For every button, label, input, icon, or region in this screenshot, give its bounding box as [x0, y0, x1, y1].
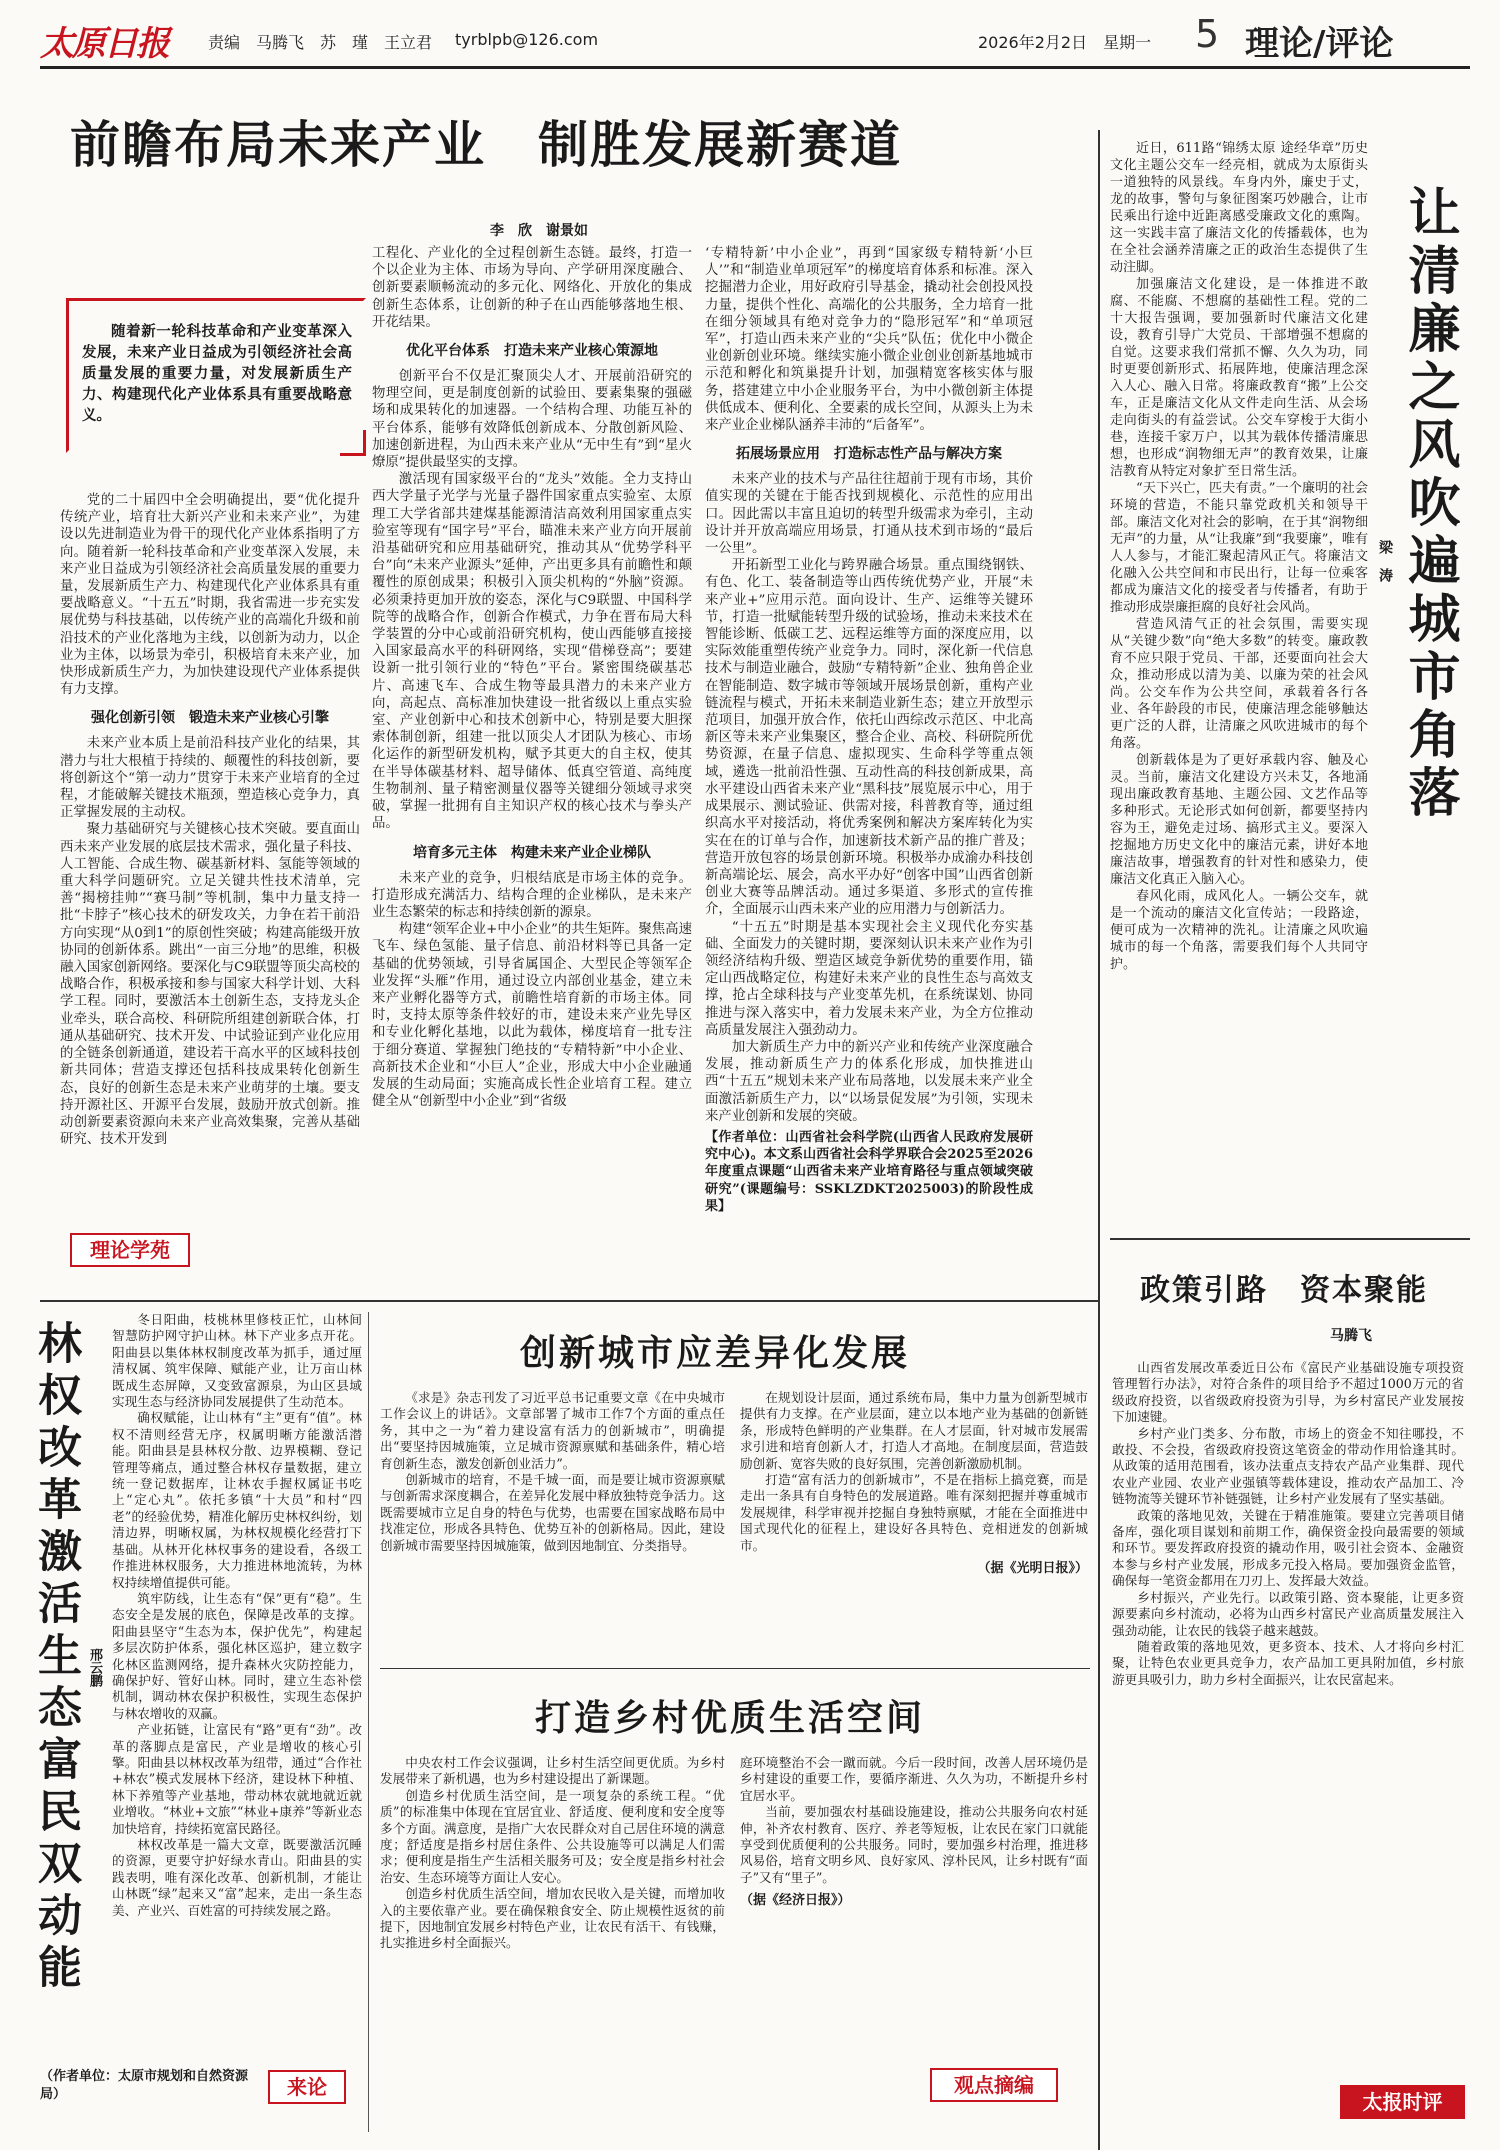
city-source: （据《光明日报》） — [977, 1561, 1088, 1577]
bottom-section-rule — [40, 1300, 1098, 1302]
city-title: 创新城市应差异化发展 — [520, 1333, 911, 1374]
main-subhead-4: 拓展场景应用 打造标志性产品与解决方案 — [736, 446, 1002, 463]
policy-para: 政策的落地见效，关键在于精准施策。要建立完善项目储备库，强化项目谋划和前期工作，确保资金投向最需要的领域和环节。要发挥政府投资的撬动作用，吸引社会资本、金融资本参与乡村产业发展，形成多元投入格局。要加强资金监管，确保每一笔资金都用在刀刃上、发挥最大效益。 — [1112, 1507, 1464, 1589]
section-tag-label: 观点摘编 — [954, 2073, 1034, 2097]
rural-para: 庭环境整治不会一蹴而就。今后一段时间，改善人居环境仍是乡村建设的重要工作，要循序渐进、久久为功，不断提升乡村宜居水平。 — [740, 1755, 1088, 1803]
main-col2-para: 未来产业的竞争，归根结底是市场主体的竞争。打造形成充满活力、结构合理的企业梯队，是未来产业生态繁荣的标志和持续创新的源泉。 — [372, 870, 692, 920]
main-col-2 — [372, 245, 692, 1295]
city-para: 创新城市的培育，不是千城一面，而是要让城市资源禀赋与创新需求深度耦合，在差异化发展中释放独特竞争活力。这既需要城市立足自身的特色与优势，也需要在国家战略布局中找准定位，形成各具特色、优势互补的创新格局。因此，建设创新城市需要坚持因城施策，做到因地制宜、分类指导。 — [380, 1472, 725, 1553]
main-author: 李 欣 谢景如 — [490, 223, 588, 239]
policy-para: 乡村产业门类多、分布散，市场上的资金不知往哪投，不敢投、不会投，省级政府投资这笔资金的带动作用恰逢其时。从政策的适用范围看，该办法重点支持农产品产业集群、现代农业产业园、农业产业强镇等载体建设，推动农产品加工、冷链物流等关键环节补链强链，让乡村产业发展有了坚实基础。 — [1112, 1425, 1464, 1507]
commentary-para: 近日，611路“锦绣太原 途经华章”历史文化主题公交车一经亮相，就成为太原街头一道独特的风景线。车身内外，廉史于丈，龙的故事，警句与象征图案巧妙融合，让市民乘出行途中近距离感受廉政文化的熏陶。这一实践丰富了廉洁文化的传播载体，也为在全社会涵养清廉之正的政治生态提供了生动注脚。 — [1110, 141, 1368, 275]
city-article-left — [380, 1390, 725, 1655]
main-col-3 — [705, 245, 1033, 1295]
rural-source: （据《经济日报》） — [740, 1893, 851, 1909]
forest-para: 产业拓链，让富民有“路”更有“劲”。改革的落脚点是富民，产业是增收的核心引擎。阳曲县以林权改革为纽带，通过“合作社+林农”模式发展林下经济，建设林下种植、林下养殖等产业基地，带动林农就地就近就业增收。“林业+文旅”“林业+康养”等新业态加快培育，持续拓宽富民路径。 — [112, 1722, 362, 1836]
forest-para: 筑牢防线，让生态有“保”更有“稳”。生态安全是发展的底色，保障是改革的支撑。阳曲县坚守“生态为本，保护优先”，构建起多层次防护体系，强化林区巡护，建立数字化林区监测网络，提升森林火灾防控能力，确保护好、管好山林。同时，建立生态补偿机制，调动林农保护积极性，实现生态保护与林农增收的双赢。 — [112, 1590, 362, 1721]
forest-para: 冬日阳曲，枝桃林里修枝正忙，山林间智慧防护网守护山林。林下产业多点开花。阳曲县以集体林权制度改革为抓手，通过厘清权属、筑牢保障、赋能产业，让万亩山林既成生态屏障，又变致富源泉，为山区县域实现生态与经济协同发展提供了生动范本。 — [112, 1312, 362, 1410]
main-subhead-2: 优化平台体系 打造未来产业核心策源地 — [406, 343, 658, 360]
commentary-para: 创新载体是为了更好承载内容、触及心灵。当前，廉洁文化建设方兴未艾，各地涌现出廉政教育基地、主题公园、文艺作品等多种形式。无论形式如何创新，都要坚持内容为王，避免走过场、搞形式主义。要深入挖掘地方历史文化中的廉洁元素，讲好本地廉洁故事，增强教育的针对性和感染力，使廉洁文化真正入脑入心。 — [1110, 753, 1368, 887]
main-credit: 【作者单位：山西省社会科学院(山西省人民政府发展研究中心)。本文系山西省社会科学界联合会2025至2026年度重点课题“山西省未来产业培育路径与重点领域突破研究”(课题编号：SSKLZDKT2025003)的阶段性成果】 — [705, 1129, 1033, 1214]
bottom-left-rule — [368, 1312, 369, 2132]
contact-email[interactable]: tyrblpb@126.com — [455, 30, 599, 49]
abstract-box-corner — [340, 430, 366, 456]
commentary-para: 加强廉洁文化建设，是一体推进不敢腐、不能腐、不想腐的基础性工程。党的二十大报告强调，要加强新时代廉洁文化建设，教育引导广大党员、干部增强不想腐的自觉。这要求我们常抓不懈、久久为功，同时更要创新形式、拓展阵地，使廉洁理念深入人心、融入日常。将廉政教育“搬”上公交车，正是廉洁文化从文件走向生活、从会场走向街头的有益尝试。公交车穿梭于大街小巷，连接千家万户，以其为载体传播清廉思想，也形成“润物细无声”的教育效果，让廉洁教育从特定对象扩至日常生活。 — [1110, 277, 1368, 479]
newspaper-logo: 太原日报 — [40, 24, 168, 64]
forest-title: 林权改革激活生态富民双动能 — [30, 1320, 81, 1996]
commentary-para: “天下兴亡，匹夫有责。”一个廉明的社会环境的营造，不能只靠党政机关和领导干部。廉洁文化对社会的影响，在于其“润物细无声”的力量，从“让我廉”到“我要廉”，唯有人人参与，才能汇聚起清风正气。将廉洁文化融入公共空间和市民出行，让每一位乘客都成为廉洁文化的接受者与传播者，有助于推动形成崇廉拒腐的良好社会风尚。 — [1110, 481, 1368, 615]
commentary-author: 梁 涛 — [1377, 540, 1393, 582]
policy-title: 政策引路 资本聚能 — [1140, 1273, 1428, 1308]
main-col-1 — [60, 492, 360, 1227]
right-commentary — [1110, 140, 1368, 1230]
policy-author: 马腾飞 — [1330, 1328, 1372, 1344]
forest-credit: （作者单位：太原市规划和自然资源局） — [40, 2069, 249, 2102]
commentary-title: 让清廉之风吹遍城市角落 — [1399, 185, 1460, 823]
page-number: 5 — [1195, 12, 1220, 56]
rural-article-left — [380, 1755, 725, 2135]
section-title: 理论/评论 — [1245, 24, 1394, 64]
section-tag-label: 来论 — [287, 2075, 327, 2099]
main-col2-para: 工程化、产业化的全过程创新生态链。最终，打造一个以企业为主体、市场为导向、产学研用深度融合、创新要素顺畅流动的多元化、网络化、开放化的集成创新生态体系，让创新的种子在山西能够落地生根、开花结果。 — [372, 246, 692, 330]
commentary-para: 营造风清气正的社会氛围，需要实现从“关键少数”向“绝大多数”的转变。廉政教育不应只限于党员、干部，还要面向社会大众，推动形成以清为美、以廉为荣的社会风尚。公交车作为公共空间，承载着各行各业、各年龄段的市民，使廉洁理念能够触达更广泛的人群，让清廉之风吹进城市的每个角落。 — [1110, 617, 1368, 751]
main-col1-para: 聚力基础研究与关键核心技术突破。要直面山西未来产业发展的底层技术需求，强化量子科技、人工智能、合成生物、碳基新材料、氢能等领域的重大科学问题研究。立足关键共性技术清单，完善“揭榜挂帅”“赛马制”等机制，集中力量支持一批“卡脖子”核心技术的研发攻关，力争在若干前沿方向实现“从0到1”的原创性突破；构建高能级开放协同的创新体系。跳出“一亩三分地”的思维，积极融入国家创新网络。要深化与C9联盟等顶尖高校的战略合作，积极承接和参与国家大科学计划、大科学工程。同时，要激活本土创新生态，支持龙头企业牵头，联合高校、科研院所组建创新联合体，打通从基础研究、技术开发、中试验证到产业化应用的全链条创新通道，建设若干高水平的区域科技创新共同体；营造支撑还包括科技成果转化创新生态，良好的创新生态是未来产业萌芽的土壤。要支持开源社区、开源平台发展，鼓励开放式创新。推动创新要素资源向未来产业高效集聚，完善从基础研究、技术开发到 — [60, 822, 360, 1148]
section-tag-label: 太报时评 — [1362, 2090, 1443, 2114]
main-subhead-3: 培育多元主体 构建未来产业企业梯队 — [413, 844, 651, 861]
main-col3-para: 加大新质生产力中的新兴产业和传统产业深度融合发展，推动新质生产力的体系化形成，加快推进山西“十五五”规划未来产业布局落地，以发展未来产业全面激活新质生产力，以“以场景促发展”为引领，实现未来产业创新和发展的突破。 — [705, 1039, 1033, 1124]
rural-para: 创造乡村优质生活空间，增加农民收入是关键，而增加收入的主要依靠产业。要在确保粮食安全、防止规模性返贫的前提下，因地制宜发展乡村特色产业，让农民有活干、有钱赚，扎实推进乡村全面振兴。 — [380, 1886, 725, 1951]
forest-para: 确权赋能，让山林有“主”更有“值”。林权不清则经营无序，权属明晰方能激活潜能。阳曲县是县林权分散、边界模糊、登记管理等痛点，通过整合林权存量数据，建立统一登记数据库，让林农手握权属证书吃上“定心丸”。依托多镇“十大员”和村“四老”的经验优势，精准化解历史林权纠纷，划清边界，明晰权属，为林权规模化经营打下基础。从林开化林权事务的建设看，各级工作推进林权服务，大力推进林地流转，为林权持续增值提供可能。 — [112, 1410, 362, 1590]
right-bottom-rule — [1110, 1238, 1470, 1240]
main-col3-para: ‘专精特新’中小企业”，再到“国家级专精特新‘小巨人’”和“制造业单项冠军”的梯度培育体系和标准。深入挖掘潜力企业，用好政府引导基金，撬动社会创投风投力量，提供个性化、高端化的公共服务，全力培育一批在细分领域具有绝对竞争力的“隐形冠军”和“单项冠军”，打造山西未来产业的“尖兵”队伍；优化中小微企业创新创业环境。继续实施小微企业创业创新基地城市示范和孵化和筑巢提升计划，加强精宽客核实体与服务，搭建建立中小企业服务平台，为中小微创新主体提供低成本、便利化、全要素的成长空间，从源头上为未来产业企业梯队涵养丰沛的“后备军”。 — [705, 246, 1033, 434]
main-subhead-1: 强化创新引领 锻造未来产业核心引擎 — [91, 710, 329, 727]
commentary-para: 春风化雨，成风化人。一辆公交车，就是一个流动的廉洁文化宣传站；一段路途，便可成为一次精神的洗礼。让清廉之风吹遍城市的每一个角落，需要我们每个人共同守护。 — [1110, 889, 1368, 972]
main-col1-para: 党的二十届四中全会明确提出，要“优化提升传统产业，培育壮大新兴产业和未来产业”，为建设以先进制造业为骨干的现代化产业体系指明了方向。随着新一轮科技革命和产业变革深入发展，未来产业日益成为引领经济社会高质量发展的重要力量，发展新质生产力、构建现代化产业体系具有重要战略意义。“十五五”时期，我省需进一步充实发展优势与科技基础，以传统产业的高端化升级和前沿技术的产业化落地为主线，以创新为动力，以企业为主体，以场景为牵引，积极培育未来产业，加快形成新质生产力，为加快建设现代产业体系提供有力支撑。 — [60, 493, 360, 698]
city-para: 在规划设计层面，通过系统布局，集中力量为创新型城市提供有力支撑。在产业层面，建立以本地产业为基础的创新链条，形成特色鲜明的产业集群。在人才层面，针对城市发展需求引进和培育创新人才，打造人才高地。在制度层面，营造鼓励创新、宽容失败的良好氛围，完善创新激励机制。 — [740, 1390, 1088, 1471]
main-col3-para: “十五五”时期是基本实现社会主义现代化夯实基础、全面发力的关键时期，要深刻认识未来产业作为引领经济结构升级、塑造区域竞争新优势的重要作用，锚定山西战略定位，构建好未来产业的良性生态与高效支撑，抢占全球科技与产业变革先机，在系统谋划、协同推进与深入落实中，着力发展未来产业，为全方位推动高质量发展注入强劲动力。 — [705, 919, 1033, 1038]
policy-para: 山西省发展改革委近日公布《富民产业基础设施专项投资管理暂行办法》，对符合条件的项目给予不超过1000万元的省级政府投资，以省级政府投资为引导，为乡村富民产业发展按下加速键。 — [1112, 1360, 1464, 1425]
main-title: 前瞻布局未来产业 制胜发展新赛道 — [70, 116, 902, 174]
main-col2-para: 构建“领军企业+中小企业”的共生矩阵。聚焦高速飞车、绿色氢能、量子信息、前沿材料等已具备一定基础的优势领域，引导省属国企、大型民企等领军企业发挥“头雁”作用，通过设立内部创业基金，建立未来产业孵化器等方式，前瞻性培育新的市场主体。同时，支持太原等条件较好的市，建设未来产业先导区和专业化孵化基地，以此为载体，梯度培育一批专注于细分赛道、掌握独门绝技的“专精特新”中小企业、高新技术企业和“小巨人”企业，形成大中小企业融通发展的生动局面；实施高成长性企业培育工程。建立健全从“创新型中小企业”到“省级 — [372, 922, 692, 1110]
forest-author: 邢云鹏 — [87, 1648, 102, 1687]
mid-rule — [380, 1668, 1090, 1669]
rural-article-right — [740, 1755, 1088, 2055]
main-col1-para: 未来产业本质上是前沿科技产业化的结果，其潜力与壮大根植于持续的、颠覆性的科技创新，要将创新这个“第一动力”贯穿于未来产业培育的全过程，才能破解关键技术瓶颈，塑造核心竞争力，真正掌握发展的主动权。 — [60, 736, 360, 821]
section-tag-taibao — [1340, 2085, 1465, 2119]
masthead-rule — [40, 66, 1470, 69]
rural-para: 创造乡村优质生活空间，是一项复杂的系统工程。“优质”的标准集中体现在宜居宜业、舒适度、便利度和安全度等多个方面。满意度，是指广大农民群众对自己居住环境的满意度；舒适度是指乡村居住条件、公共设施等可以满足人们需求；便利度是指生产生活相关服务可及；安全度是指乡村社会治安、生态环境等方面让人安心。 — [380, 1787, 725, 1885]
masthead — [40, 14, 1470, 68]
city-para: 打造“富有活力的创新城市”，不是在指标上搞竞赛，而是走出一条具有自身特色的发展道路。唯有深刻把握并尊重城市发展规律，科学审视并挖掘自身独特禀赋，才能在全面推进中国式现代化的征程上，建设好各具特色、竞相迸发的创新城市。 — [740, 1472, 1088, 1553]
main-col2-para: 创新平台不仅是汇聚顶尖人才、开展前沿研究的物理空间，更是制度创新的试验田、要素集聚的强磁场和成果转化的加速器。一个结构合理、功能互补的平台体系，能够有效降低创新成本、分散创新风险、加速创新进程，为山西未来产业从“无中生有”到“星火燎原”提供最坚实的支撑。 — [372, 369, 692, 471]
section-tag-label: 理论学苑 — [90, 1238, 170, 1262]
forest-article — [112, 1312, 362, 2132]
city-para: 《求是》杂志刊发了习近平总书记重要文章《在中央城市工作会议上的讲话》。文章部署了城市工作7个方面的重点任务，其中之一为“着力建设富有活力的创新城市”，明确提出“要坚持因城施策，立足城市资源禀赋和基础条件，精心培育创新生态，激发创新创业活力”。 — [380, 1390, 725, 1471]
main-col3-para: 开拓新型工业化与跨界融合场景。重点围绕钢铁、有色、化工、装备制造等山西传统优势产业，开展“未来产业+”应用示范。面向设计、生产、运维等关键环节，打造一批赋能转型升级的试验场，推动未来技术在智能诊断、低碳工艺、远程运维等方面的深度应用，以实际效能重塑传统产业竞争力。同时，深化新一代信息技术与制造业融合，鼓励“专精特新”企业、独角兽企业在智能制造、数字城市等领域开展场景创新，重构产业链流程与模式，开拓未来制造业新生态；建立开放型示范项目，加强开放合作，依托山西综改示范区、中北高新区等未来产业集聚区，整合企业、高校、科研院所优势资源，在量子信息、虚拟现实、生命科学等重点领域，遴选一批前沿性强、互动性高的科技创新成果，高水平建设山西省未来产业“黑科技”展览展示中心，用于成果展示、测试验证、供需对接，科普教育等，通过组织高水平对接活动，将优秀案例和解决方案库转化为实实在在的订单与合作，加速新技术新产品的推广普及；营造开放包容的场景创新环境。积极举办成渝办科技创新高端论坛、展会，高水平办好“创客中国”山西省创新创业大赛等品牌活动。通过多渠道、多形式的宣传推介，全面展示山西未来产业的应用潜力与创新活力。 — [705, 558, 1033, 918]
section-tag-theory — [70, 1233, 190, 1267]
policy-para: 乡村振兴，产业先行。以政策引路、资本聚能，让更多资源要素向乡村流动，必将为山西乡村富民产业高质量发展注入强劲动能，让农民的钱袋子越来越鼓。 — [1112, 1589, 1464, 1638]
abstract-text: 随着新一轮科技革命和产业变革深入发展，未来产业日益成为引领经济社会高质量发展的重要力量，对发展新质生产力、构建现代化产业体系具有重要战略意义。 — [82, 324, 352, 424]
policy-article — [1112, 1360, 1464, 2080]
main-col2-para: 激活现有国家级平台的“龙头”效能。全力支持山西大学量子光学与光量子器件国家重点实验室、太原理工大学省部共建煤基能源清洁高效利用国家重点实验室等现有“国字号”平台，瞄准未来产业方向开展前沿基础研究和应用基础研究，推动其从“优势学科平台”向“未来产业源头”延伸，产出更多具有前瞻性和颠覆性的原创成果；积极引入顶尖机构的“外脑”资源。必须秉持更加开放的姿态，深化与C9联盟、中国科学院等的战略合作，创新合作模式，力争在晋布局大科学装置的分中心或前沿研究机构，使山西能够直接接入国家最高水平的科研网络，实现“借梯登高”；要建设新一批引领行业的“特色”平台。紧密围绕碳基芯片、高速飞车、合成生物等最具潜力的未来产业方向，高起点、高标准加快建设一批省级以上重点实验室、产业创新中心和技术创新中心，特别是要大胆探索体制创新，组建一批以顶尖人才团队为核心、市场化运作的新型研发机构，赋予其更大的自主权，使其在半导体碳基材料、超导储体、低真空管道、高纯度生物制剂、量子精密测量仪器等关键细分领域寻求突破，掌握一批拥有自主知识产权的核心技术与拳头产品。 — [372, 472, 692, 832]
editors-line: 责编 马腾飞 苏 瑾 王立君 — [208, 33, 433, 52]
right-column-rule — [1098, 130, 1100, 2150]
issue-date: 2026年2月2日 星期一 — [978, 33, 1152, 52]
rural-title: 打造乡村优质生活空间 — [535, 1698, 926, 1739]
policy-para: 随着政策的落地见效，更多资本、技术、人才将向乡村汇聚，让特色农业更具竞争力，农产品加工更具附加值，乡村旅游更具吸引力，助力乡村全面振兴，让农民富起来。 — [1112, 1638, 1464, 1687]
section-tag-digest — [930, 2068, 1058, 2102]
rural-para: 中央农村工作会议强调，让乡村生活空间更优质。为乡村发展带来了新机遇，也为乡村建设提出了新课题。 — [380, 1755, 725, 1787]
city-article-right — [740, 1390, 1088, 1655]
rural-para: 当前，要加强农村基础设施建设，推动公共服务向农村延伸，补齐农村教育、医疗、养老等短板，让农民在家门口就能享受到优质便利的公共服务。同时，要加强乡村治理，推进移风易俗，培育文明乡风、良好家风、淳朴民风，让乡村既有“面子”又有“里子”。 — [740, 1804, 1088, 1885]
main-col3-para: 未来产业的技术与产品往往超前于现有市场，其价值实现的关键在于能否找到规模化、示范性的应用出口。因此需以丰富且迫切的转型升级需求为牵引，主动设计并开放高端应用场景，打通从技术到市场的“最后一公里”。 — [705, 472, 1033, 557]
forest-para: 林权改革是一篇大文章，既要激活沉睡的资源，更要守护好绿水青山。阳曲县的实践表明，唯有深化改革、创新机制，才能让山林既“绿”起来又“富”起来，走出一条生态美、产业兴、百姓富的可持续发展之路。 — [112, 1837, 362, 1918]
section-tag-laiyun — [268, 2070, 346, 2104]
